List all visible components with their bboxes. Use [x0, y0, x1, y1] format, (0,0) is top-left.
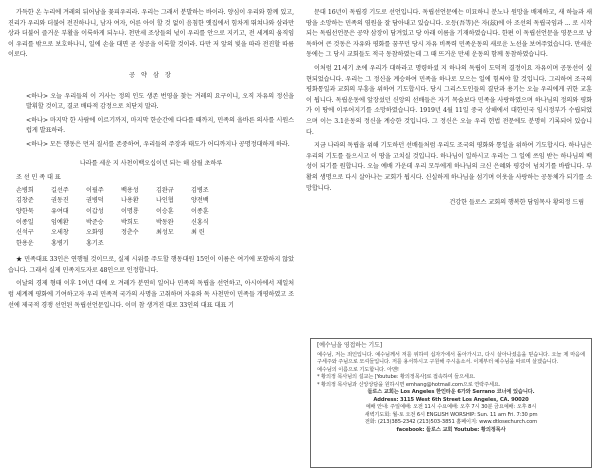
- name: 최성모: [156, 229, 174, 237]
- right-paragraph-2: 이처럼 21세기 초에 우리가 대하라고 명령하셨 지 하나의 독립이 도덕적 결정이요 자유이며 공동선이 실현되었습니다. 우리는 그 정신을 계승하여 민족을 하나로 모으는 일에 힘써야 할 것입니다. 그리하여 조국의 평화통일과 교회의 부흥을 위하여 기도합시다. 당시 그리스도인들의 결단과 용기는 오늘 우리에게 귀한 교훈이 됩니다. 독립운동에 앞장섰던 신앙의 선배들은 자기 목숨보다 민족을 사랑하였으며 하나님의 정의와 평화가 이 땅에 이루어지기를 소망하였습니다. 1919년 4월 11일 중국 상해에서 대한민국 임시정부가 수립되었으며 이는 3.1운동의 정신을 계승한 것입니다. 그 정신은 오늘 우리 헌법 전문에도 분명히 기록되어 있습니다.: [306, 64, 592, 136]
- name: 양전백: [191, 197, 209, 205]
- names-row: [16, 218, 294, 229]
- name: 유여대: [51, 207, 69, 215]
- names-row: [16, 196, 294, 207]
- right-column: [306, 8, 592, 460]
- representatives-title: 조 선 민 족 대 표: [16, 174, 61, 182]
- name: 이명룡: [121, 207, 139, 215]
- name: 박동완: [156, 218, 174, 226]
- representatives-grid: [16, 186, 294, 250]
- name: 최 린: [191, 229, 205, 237]
- names-row: [16, 228, 294, 239]
- name: 박희도: [121, 218, 139, 226]
- right-paragraph-3: 지금 나라의 독립을 위해 기도하던 선배들처럼 우리도 조국의 평화와 통일을 위하여 기도합시다. 하나님은 우리의 기도를 들으시고 이 땅을 고치실 것입니다. 하나님이 일하시고 우리는 그 일에 쓰임 받는 하나님의 백성이 되기를 원합니다. 오늘 예배 가운데 우리 모두에게 하나님의 크신 은혜와 평강이 넘치기를 바랍니다. 부활의 생명으로 다시 살아나는 교회가 됩시다. 신실하게 하나님을 섬기며 이웃을 사랑하는 공동체가 되기를 소망합니다.: [306, 142, 592, 192]
- name: 박준승: [86, 218, 104, 226]
- name: 길선주: [51, 186, 69, 194]
- names-row: [16, 239, 294, 250]
- name: 오세창: [51, 229, 69, 237]
- prayer-line: 예수님의 이름으로 기도합니다. 아멘!: [317, 366, 399, 373]
- name: 양한묵: [16, 207, 34, 215]
- oath-item-3: <하나> 모든 행동은 먼저 질서를 존중하여, 우리들의 주장과 태도가 어디까지나 공명정대하게 하라.: [26, 140, 290, 148]
- left-column: [8, 8, 294, 460]
- name: 이필주: [86, 186, 104, 194]
- names-row: [16, 207, 294, 218]
- name: 홍병기: [51, 239, 69, 247]
- worship-schedule-1: 예배 안내: 주일예배: 오전 11시 수요예배: 오후 7시 30분 금요예배: 오후 8시: [365, 404, 537, 410]
- prayer-line: 예수님, 저는 죄인입니다. 예수님께서 저를 위하여 십자가에서 돌아가시고, 다시 살아나셨음을 믿습니다. 오늘 제 마음에 구세주와 주님으로 모셔들입니다. 저를 용서하시고 구원해 주시옵소서. 이제부터 예수님을 따르며 살겠습니다.: [317, 351, 585, 365]
- name: 권병덕: [86, 197, 104, 205]
- oath-heading: 공 약 삼 장: [129, 71, 173, 79]
- declaration-intro: 가득한 온 누리에 겨레의 뒤어남을 꽃피우리라. 우리는 그래서 분발하는 바이라. 양심이 우리와 함께 있고, 진리가 우리와 더불어 전진하나니, 남자 여자, 어른 아이 할 것 없이 음침한 옛집에서 힘차게 뛰쳐나와 삼라만상과 더불어 즐거운 부활을 이룩하게 되누나. 천만세 조상들의 넋이 우리를 안으로 지키고, 전 세계의 움직임이 우리를 밖으로 보호하나니, 일에 손을 대면 곧 성공을 이룩할 것이라. 다만 저 앞의 빛을 따라 전진할 따름이로다.: [8, 9, 294, 59]
- name: 권동진: [51, 197, 69, 205]
- name: 이종일: [16, 218, 34, 226]
- oath-item-2: <하나> 마지막 한 사람에 이르기까지, 마지막 한순간에 다다를 때까지, 민족의 올바른 의사를 시원스럽게 발표하라.: [26, 116, 294, 135]
- oath-list: [8, 92, 294, 151]
- name: 신석구: [16, 229, 34, 237]
- name: 김병조: [191, 186, 209, 194]
- prayer-line: * 황의정 목사님의 설교는 [Youtube: 황의정목사]로 접속하여 들으세요.: [317, 374, 476, 380]
- name: 오화영: [86, 229, 104, 237]
- pastor-signature: 건강한 들로스 교회의 행복한 담임목사 황의정 드림: [449, 199, 584, 207]
- name: 한용운: [16, 239, 34, 247]
- name: 이종훈: [191, 207, 209, 215]
- declaration-date: 나라를 세운 지 사천이백오십이년 되는 해 삼월 초하루: [79, 159, 223, 167]
- worship-schedule-2: 새벽기도회: 월-토 오전 6시 ENGLISH WORSHIP: Sun. 11 am Fri. 7:30 pm: [364, 411, 538, 418]
- name: 손병희: [16, 186, 34, 194]
- name: 백용성: [121, 186, 139, 194]
- name: 나용환: [121, 197, 139, 205]
- name: 이승훈: [156, 207, 174, 215]
- church-address: Address: 3115 West 6th Street Los Angeles, CA. 90020: [373, 396, 529, 403]
- church-contact: 전화: (213)385-2342 (213)503-3851 홈페이지: www.dtlosechurch.com: [364, 419, 538, 425]
- oath-item-1: <하나> 오늘 우리들의 이 거사는 정의 인도 생존 번영을 찾는 겨레의 요구이니, 오직 자유의 정신을 발휘할 것이고, 결코 배타적 감정으로 치닫지 말라.: [26, 92, 294, 111]
- name: 홍기조: [86, 239, 104, 247]
- name: 신홍식: [191, 218, 209, 226]
- name: 나인협: [156, 197, 174, 205]
- name: 김창준: [16, 197, 34, 205]
- name: 이갑성: [86, 207, 104, 215]
- left-bottom-paragraph: 이날의 경제 형태 이후 1여년 대에 오 겨레가 분연히 일어나 민족의 독립을 선언하고, 아시아에서 제일처럼 세계께 평화에 기여하고자 우리 민족적 국가의 사명을 고취하며 자유와 독 사천만이 민족들 개평하였고 조선에 제국적 경쟁 선언된 독립선언문입니다. 이미 참 생겨진 대로 33인의 대표 대표 기: [8, 280, 294, 309]
- name: 김완규: [156, 186, 174, 194]
- representatives-note: ★ 민족대표 33인은 연행될 것이므로, 실제 시위를 주도할 행동대원 15인이 이름은 여기에 포함하지 않았습니다. 그래서 실제 민족지도자로 48인으로 인정합니다.: [8, 256, 294, 274]
- church-location: 들로스 교회는 Los Angeles 한인타운 6가와 Serrano 코너에 있습니다.: [367, 389, 535, 395]
- name: 정춘수: [121, 229, 139, 237]
- name: 임예환: [51, 218, 69, 226]
- prayer-info-box: [310, 338, 592, 468]
- names-row: [16, 186, 294, 197]
- church-social: facebook: 들로스 교회 Youtube: 황의정목사: [396, 426, 506, 433]
- right-paragraph-1: 문대 16년이 독립경 기도로 선언입니다. 독립선언문에는 미묘하니 분노나 원망을 배제하고, 새 하늘과 새 땅을 소망하는 민족의 염원을 잘 담아내고 있습니다. 오등(吾等)은 자(玆)에 아 조선의 독립국임과 ... 로 시작되는 독립선언문은 공약 삼장이 담겨있고 당 아래 이름을 기재하였습니다. 한편 이 독립선언문을 영문으로 낭독하여 큰 것동은 자유와 평화를 꿈꾸던 당시 자유 비폭력 민족운동의 새로운 노선을 보여주었습니다. 만세운동에는 그 당시 교회들도 적극 동참하였는데 그 때 뜨거운 만세 운동의 함께 동참하였습니다.: [306, 9, 592, 59]
- prayer-box-title: [예수님을 영접하는 기도]: [317, 342, 383, 349]
- prayer-line: * 황의정 목사님과 신앙상담을 원하시면 emhang@hotmail.com으로 연락주세요.: [317, 381, 501, 388]
